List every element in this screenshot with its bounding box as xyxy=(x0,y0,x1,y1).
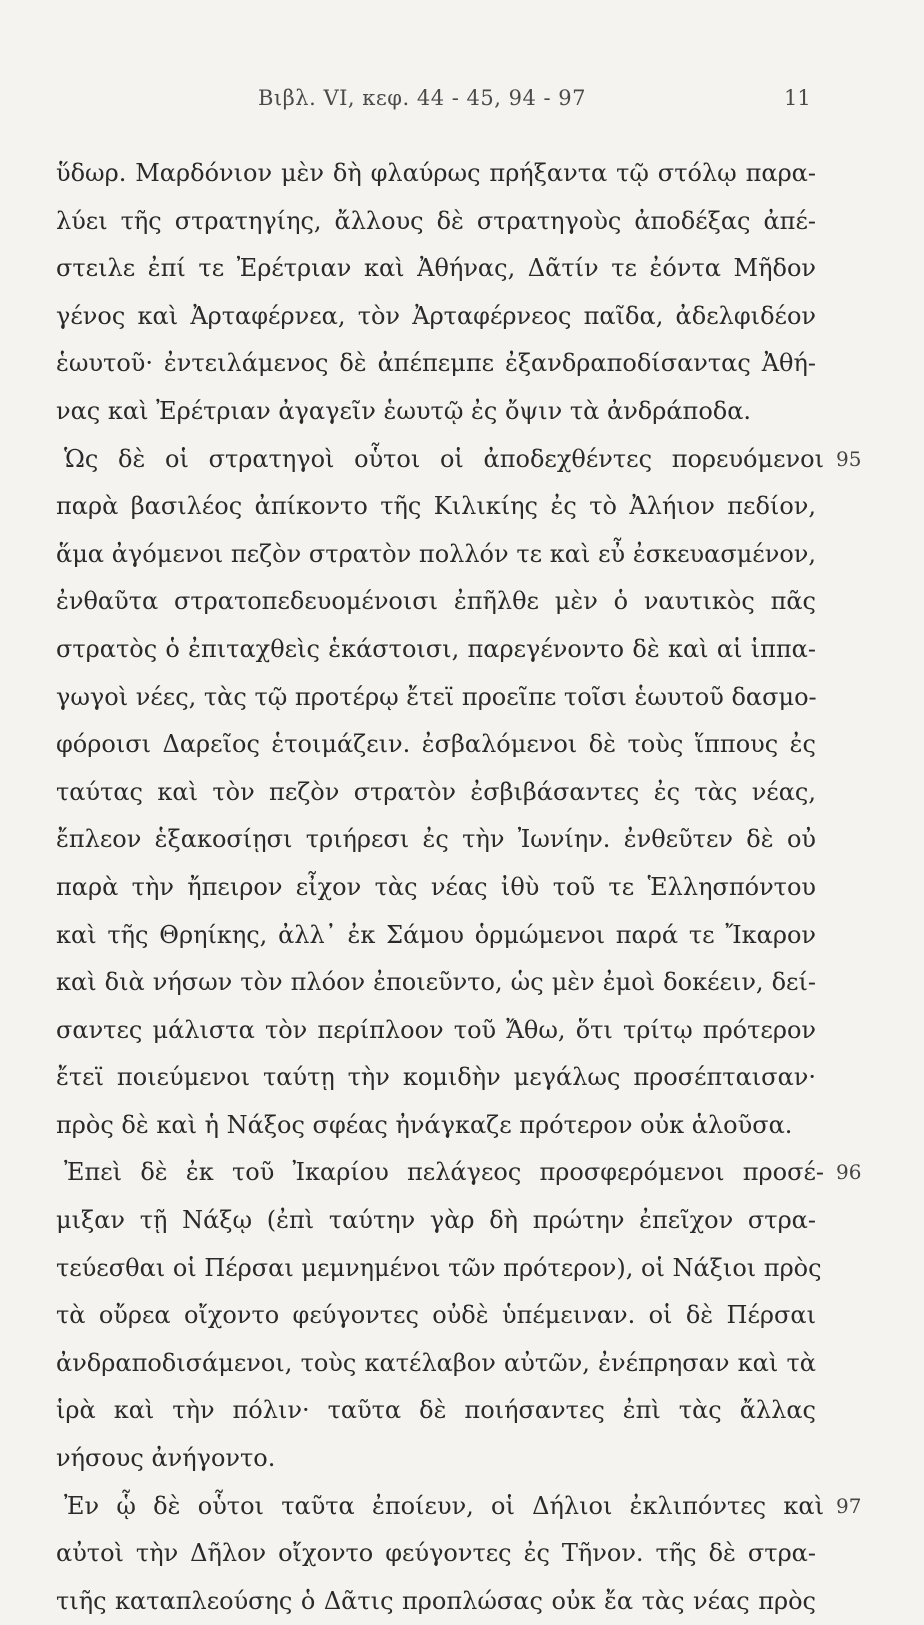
text-line xyxy=(56,1530,816,1578)
body-text xyxy=(56,150,862,1625)
text-line xyxy=(56,769,816,817)
text-line xyxy=(56,578,816,626)
text-line xyxy=(56,674,816,722)
text-line xyxy=(56,198,816,246)
line-text: καὶ διὰ νήσων τὸν πλόον ἐποιεῦντο, ὡς μὲν ἐμοὶ δοκέειν, δεί- xyxy=(56,968,816,997)
text-line xyxy=(56,912,816,960)
text-line xyxy=(56,959,816,1007)
text-line xyxy=(56,436,862,484)
line-text: Ἐν ᾧ δὲ οὗτοι ταῦτα ἐποίευν, οἱ Δήλιοι ἐκλιπόντες καὶ xyxy=(64,1491,824,1520)
text-line xyxy=(56,1292,816,1340)
text-line xyxy=(56,1149,862,1197)
line-text: στειλε ἐπί τε Ἐρέτριαν καὶ Ἀθήνας, Δᾶτίν τε ἐόντα Μῆδον xyxy=(56,254,816,283)
line-text: στρατὸς ὁ ἐπιταχθεὶς ἑκάστοισι, παρεγένοντο δὲ καὶ αἱ ἱππα- xyxy=(56,634,816,663)
text-line xyxy=(56,721,816,769)
line-text: καὶ τῆς Θρηίκης, ἀλλ᾽ ἐκ Σάμου ὁρμώμενοι παρά τε Ἴκαρον xyxy=(56,920,816,949)
text-line xyxy=(56,1387,816,1435)
text-line xyxy=(56,1054,816,1102)
line-text: τεύεσθαι οἱ Πέρσαι μεμνημένοι τῶν πρότερον), οἱ Νάξιοι πρὸς xyxy=(56,1253,822,1282)
line-text: παρὰ βασιλέος ἀπίκοντο τῆς Κιλικίης ἐς τὸ Ἀλήιον πεδίον, xyxy=(56,492,816,521)
line-text: ταύτας καὶ τὸν πεζὸν στρατὸν ἐσβιβάσαντες ἐς τὰς νέας, xyxy=(56,777,816,806)
text-line xyxy=(56,293,816,341)
text-line xyxy=(56,864,816,912)
line-text: Ἐπεὶ δὲ ἐκ τοῦ Ἰκαρίου πελάγεος προσφερόμενοι προσέ- xyxy=(64,1158,824,1187)
line-text: ἱρὰ καὶ τὴν πόλιν· ταῦτα δὲ ποιήσαντες ἐπὶ τὰς ἄλλας xyxy=(56,1396,816,1425)
line-text: γωγοὶ νέες, τὰς τῷ προτέρῳ ἔτεϊ προεῖπε τοῖσι ἑωυτοῦ δασμο- xyxy=(56,682,817,711)
line-text: πρὸς δὲ καὶ ἡ Νάξος σφέας ἠνάγκαζε πρότερον οὐκ ἁλοῦσα. xyxy=(56,1110,793,1139)
text-line xyxy=(56,1007,816,1055)
line-text: ἅμα ἀγόμενοι πεζὸν στρατὸν πολλόν τε καὶ εὖ ἐσκευασμένον, xyxy=(56,539,816,568)
line-text: Ὡς δὲ οἱ στρατηγοὶ οὗτοι οἱ ἀποδεχθέντες πορευόμενοι xyxy=(64,444,824,473)
line-text: τὰ οὔρεα οἴχοντο φεύγοντες οὐδὲ ὑπέμειναν. οἱ δὲ Πέρσαι xyxy=(56,1301,816,1330)
line-text: νας καὶ Ἐρέτριαν ἀγαγεῖν ἑωυτῷ ἐς ὄψιν τὰ ἀνδράποδα. xyxy=(56,396,752,425)
text-line xyxy=(56,816,816,864)
text-line xyxy=(56,1102,816,1150)
text-line xyxy=(56,1435,816,1483)
line-text: τιῆς καταπλεούσης ὁ Δᾶτις προπλώσας οὐκ ἔα τὰς νέας πρὸς xyxy=(56,1586,816,1615)
text-line xyxy=(56,531,816,579)
text-line xyxy=(56,483,816,531)
text-line xyxy=(56,388,816,436)
line-text: ἐνθαῦτα στρατοπεδευομένοισι ἐπῆλθε μὲν ὁ ναυτικὸς πᾶς xyxy=(56,587,816,616)
chapter-margin-number: 97 xyxy=(836,1493,862,1518)
line-text: νήσους ἀνήγοντο. xyxy=(56,1444,276,1473)
running-head: Βιβλ. VI, κεφ. 44 - 45, 94 - 97 xyxy=(258,86,586,110)
text-line xyxy=(56,150,816,198)
page-number: 11 xyxy=(784,86,811,110)
text-line xyxy=(56,340,816,388)
text-line xyxy=(56,1578,816,1625)
text-line xyxy=(56,1245,822,1293)
line-text: μιξαν τῇ Νάξῳ (ἐπὶ ταύτην γὰρ δὴ πρώτην ἐπεῖχον στρα- xyxy=(56,1206,816,1235)
line-text: φόροισι Δαρεῖος ἑτοιμάζειν. ἐσβαλόμενοι δὲ τοὺς ἵππους ἐς xyxy=(56,730,816,759)
line-text: σαντες μάλιστα τὸν περίπλοον τοῦ Ἄθω, ὅτι τρίτῳ πρότερον xyxy=(56,1015,816,1044)
text-line xyxy=(56,1340,816,1388)
chapter-margin-number: 96 xyxy=(836,1160,862,1185)
text-line xyxy=(56,1197,816,1245)
line-text: λύει τῆς στρατηγίης, ἄλλους δὲ στρατηγοὺς ἀποδέξας ἀπέ- xyxy=(56,206,816,235)
line-text: παρὰ τὴν ἤπειρον εἶχον τὰς νέας ἰθὺ τοῦ τε Ἑλλησπόντου xyxy=(56,872,816,901)
line-text: ἔπλεον ἑξακοσίῃσι τριήρεσι ἐς τὴν Ἰωνίην. ἐνθεῦτεν δὲ οὐ xyxy=(56,825,816,854)
text-line xyxy=(56,626,816,674)
chapter-margin-number: 95 xyxy=(836,446,862,471)
text-line xyxy=(56,245,816,293)
line-text: ἑωυτοῦ· ἐντειλάμενος δὲ ἀπέπεμπε ἐξανδραποδίσαντας Ἀθή- xyxy=(56,349,816,378)
line-text: ἀνδραποδισάμενοι, τοὺς κατέλαβον αὐτῶν, ἐνέπρησαν καὶ τὰ xyxy=(56,1348,816,1377)
line-text: γένος καὶ Ἀρταφέρνεα, τὸν Ἀρταφέρνεος παῖδα, ἀδελφιδέον xyxy=(56,301,816,330)
line-text: ἔτεϊ ποιεύμενοι ταύτῃ τὴν κομιδὴν μεγάλως προσέπταισαν· xyxy=(56,1063,816,1092)
text-line xyxy=(56,1483,862,1531)
line-text: ὕδωρ. Μαρδόνιον μὲν δὴ φλαύρως πρήξαντα τῷ στόλῳ παρα- xyxy=(56,159,816,187)
line-text: αὐτοὶ τὴν Δῆλον οἴχοντο φεύγοντες ἐς Τῆνον. τῆς δὲ στρα- xyxy=(56,1539,816,1568)
